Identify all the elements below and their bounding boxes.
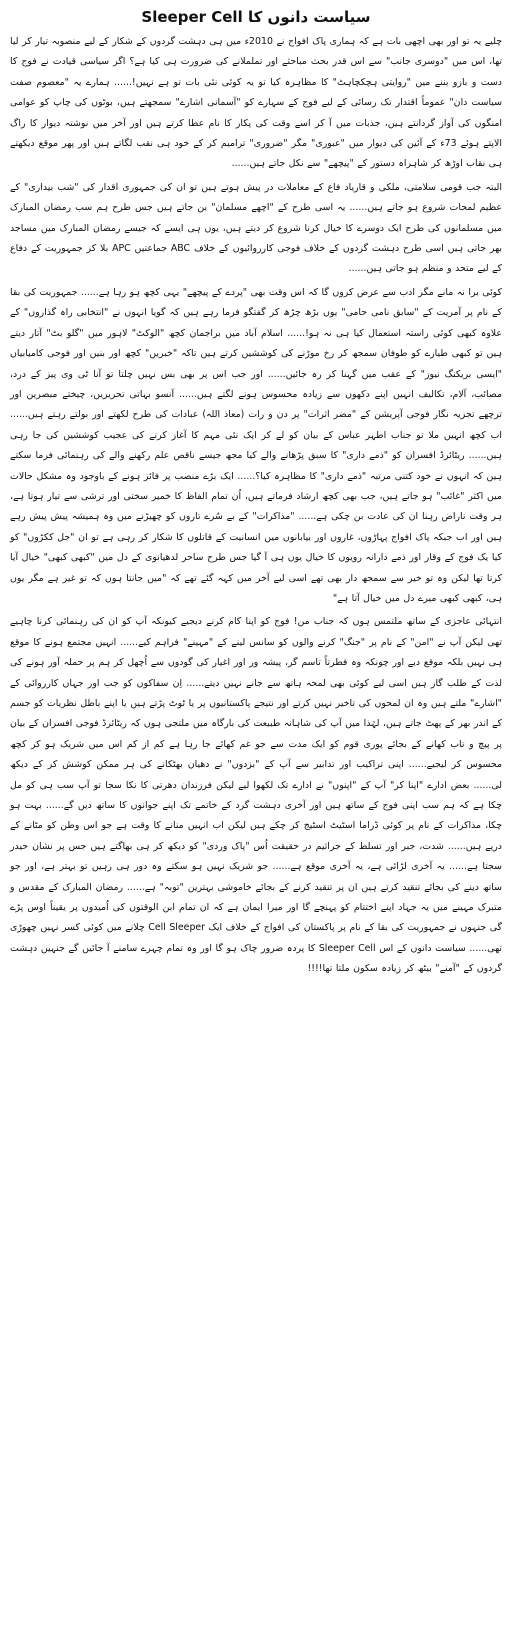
article-body	[10, 32, 502, 980]
article-title: سیاست دانوں کا Sleeper Cell	[141, 8, 371, 26]
article-paragraph: انتہائی عاجزی کے ساتھ ملتمس ہوں کہ جناب من! فوج کو اپنا کام کرنے دیجیے کیونکہ آپ کو ان کی رہنمائی کرنا چاہیے تھی لیکن آپ نے "امن" کے نام پر "جنگ" کرنے والوں کو سانس لینے کے "مہینے" فراہم کیے...... انہیں مجتمع ہونے کا موقع ہی نہیں بلکہ موقع دیے اور چونکہ وہ فطرتاً تاسم گر، پیشہ ور اور اغیار کی گودوں سے اُچھل کر ہم پر حملہ آور ہونے کی لذت کے طلب گار ہیں اسی لیے کوئی بھی لمحہ ہاتھ سے جانے نہیں دیتے...... اِن سفاکوں کو جب اور جہاں کارروائی کے "اشارے" ملتے ہیں وہ ان لمحوں کی تاخیر نہیں کرتے اور نتیجے پاکستانیوں پر یا ٹوٹ پڑتے ہیں یا اپنے باطل نظریات کو جسم کے اندر بھر کے پھٹ جاتے ہیں، لہٰذا میں آپ کی شاہانہ طبیعت کی بارگاہ میں ملتجی ہوں کہ ریٹائرڈ فوجی افسران کے بیان پر پیچ و تاب کھانے کے بجائے پوری قوم کو ایک مدت سے جو غم کھائے جا رہا ہے کم از کم اس میں شریک ہو کر کچھ محسوس کر لیجیے...... اپنی تراکیب اور تدابیر سے آپ کے "بزدوں" نے دھیان بھٹکانے کی ہر ممکن کوشش کر کے دیکھ لی...... بعض ادارے "اپنا کر" آپ کے "اپنوں" نے ادارے تک لکھوا لیے لیکن فرزندان دھرتی کا نکا سجا تو آپ سب ہی کو مل چکا ہے کہ ہم سب اپنی فوج کے ساتھ ہیں اور آخری دہشت گرد کے خاتمے تک اپنے جوانوں کا ساتھ دیں گے...... بہت ہو چکا، مذاکرات کے نام پر کوئی ڈراما اسٹیٹ اسٹیج کر چکے ہیں لیکن اب انہیں منانے کا وقت ہے جو اس وطن کو مٹانے کے درپے ہیں...... شدت، جبر اور تسلط کے جراثیم در حقیقت اُس "پاک وردی" کو دیکھ کر ہی بھاگتے ہیں جس پر نشان حیدر سجتا ہے...... یہ آخری لڑائی ہے، یہ آخری موقع ہے...... جو شریک نہیں ہو سکتے وہ دور ہی رہیں تو بہتر ہے، اور جو ساتھ دینے کی بجائے تنقید کرتے ہیں ان پر تنقید کرنے کے بجائے خاموشی بہترین "توبہ" ہے...... رمضان المبارک کے مقدس و متبرک مہینے میں یہ جہاد اپنے اختتام کو پہنچے گا اور میرا ایمان ہے کہ ان تمام ابن الوقتوں کی اُمیدوں پر یقیناً اوس پڑے گی جنہوں نے جمہوریت کی بقا کے نام پر پاکستان کی افواج کے خلاف ایک Cell Sleeper چلانے میں کوئی کسر نہیں چھوڑی تھی...... سیاست دانوں کے اس Sleeper Cell کا پردہ ضرور چاک ہو گا اور وہ تمام چہرے سامنے آ جائیں گے جنہیں دہشت گردوں کے "آمنے" بیٹھ کر زیادہ سکون ملتا تھا!!!!	[10, 616, 502, 975]
article-paragraph: البتہ جب قومی سلامتی، ملکی و قاریاد فاع کے معاملات در پیش ہوتے ہیں تو ان کی جمہوری اقدار کی "شب بیداری" کے عظیم لمحات شروع ہو جاتے ہیں...... یہ اسی طرح کے "اچھے مسلمان" بن جاتے ہیں جس طرح ہم سب رمضان المبارک میں مسلمانوں کی طرح ایک دوسرے کا خیال کرنا شروع کر دیتے ہیں، یوں ہی ایسے کہ جیسے رمضان المبارک میں مساجد بھر جاتی ہیں اسی طرح دہشت گردوں کے خلاف فوجی کارروائیوں کے خلاف ABC جماعتیں APC بلا کر جمہوریت کے دفاع کے لیے متحد و منظم ہو جاتی ہیں......	[10, 181, 503, 275]
article-paragraph: چلیے یہ تو اور بھی اچھی بات ہے کہ ہماری پاک افواج نے 2010ء میں ہی دہشت گردوں کے شکار کے لیے منصوبہ تیار کر لیا تھا، اس میں "دوسری جانب" سے اس قدر بحث مباحثے اور تململانے کی ضرورت ہی کیا ہے؟ اگر سیاسی قیادت نے فوج کا دست و بازو بننے میں "روایتی ہچکچاہٹ" کا مظاہرہ کیا تو یہ کوئی نئی بات تو ہے نہیں!...... ہمارے یہ "معصوم صفت سیاست دان" عموماً اقتدار تک رسائی کے لیے فوج کے سہارے کو "آسمانی اشارے" سمجھتے ہیں، بوٹوں کی چاپ کو عوامی امنگوں کی آواز گردانتے ہیں، جذبات میں آ کر اسے وقت کی پکار کا نام عطا کرتے ہیں اور آخر میں نوشتہ دیوار کا راگ الاپتے ہوئے 73ء کے آئین کی دیوار میں "عبوری" مگر "ضروری" ترامیم کر کے خود ہی نقب لگاتے ہیں اور پھر موقع دیکھتے ہی نقاب اوڑھ کر شاہراہ دستور کے "پیچھے" سے نکل جاتے ہیں......	[10, 36, 503, 170]
article-paragraph: کوئی برا نہ مانے مگر ادب سے عرض کروں گا کہ اس وقت بھی "پردے کے پیچھے" یہی کچھ ہو رہا ہے...... جمہوریت کی بقا کے نام پر آمریت کے "سابق نامی حامی" یوں بڑھ چڑھ کر گفتگو فرما رہے ہیں کہ گویا انہوں نے "انتخابی راہ گذاروں" کے علاوہ کبھی کوئی راستہ استعمال کیا ہی نہ ہو!...... اسلام آباد میں براجمان کچھ "الوکٹ" لاہور میں "گلو بٹ" آتار دیتے ہیں تو کبھی طیارے کو طوفان سمجھ کر رخ موڑنے کی کوششیں کرتے ہیں تاکہ "خبریں" کچھ اور بنیں اور فوجی کامیابیاں "ایسی بریکنگ نیوز" کے عقب میں گہنا کر رہ جائیں...... اور جب اس پر بھی بس نہیں چلتا تو آنا ٹی وی پیز کے درد، مصائب، آلام، تکالیف انہیں اپنے دکھوں سے زیادہ محسوس ہونے لگتے ہیں...... آنسو بہاتی تحریریں، چیختے مبصرین اور ترچھے تجزیہ نگار فوجی آپریشن کے "مضر اثرات" پر دن و رات (معاذ اللہ) عبادات کی طرح لکھتے اور بولتے رہتے ہیں...... اب کچھ انہیں ملا تو جناب اطہر عباس کے بیان کو لے کر ایک نئی مہم کا آغاز کرنے کی عجیب کوششیں کی جا رہی ہیں...... ریٹائرڈ افسران کو "ذمے داری" کا سبق پڑھانے والے کیا مجھ جیسے ناقص علم رکھنے والے کی رہنمائی فرما سکتے ہیں کہ انہوں نے خود کتنی مرتبہ "ذمے داری" کا مظاہرہ کیا؟...... ایک بڑے منصب پر فائز ہونے کے باوجود وہ مشکل حالات میں اکثر "غائب" ہو جاتے ہیں، جب بھی کچھ ارشاد فرماتے ہیں، اُن تمام الفاظ کا خمیر سختی اور ترشی سے تیار ہوتا ہے، ہر وقت ناراض رہنا ان کی عادت بن چکی ہے...... "مذاکرات" کے بے سُرے تاروں کو چھیڑنے میں وہ ہمیشہ پیش پیش رہے ہیں اور اب جبکہ پاک افواج پہاڑوں، غاروں اور بیابانوں میں انسانیت کے قاتلوں کا شکار کر رہی ہے تو ان "جل ککڑوں" کو کیا یک فوج کے وقار اور ذمے دارانہ رویوں کا خیال یوں ہی آ گیا جس طرح ساحر لدھیانوی کے دل میں "کبھی کبھی" خیال آیا کرتا تھا لیکن وہ تو خیر سے سمجھ دار بھی تھے اسی لیے آخر میں کہہ گئے تھے کہ "میں جانتا ہوں کہ تو غیر ہے مگر یوں ہی، کبھی کبھی میرے دل میں خیال آتا ہے"	[10, 286, 502, 604]
